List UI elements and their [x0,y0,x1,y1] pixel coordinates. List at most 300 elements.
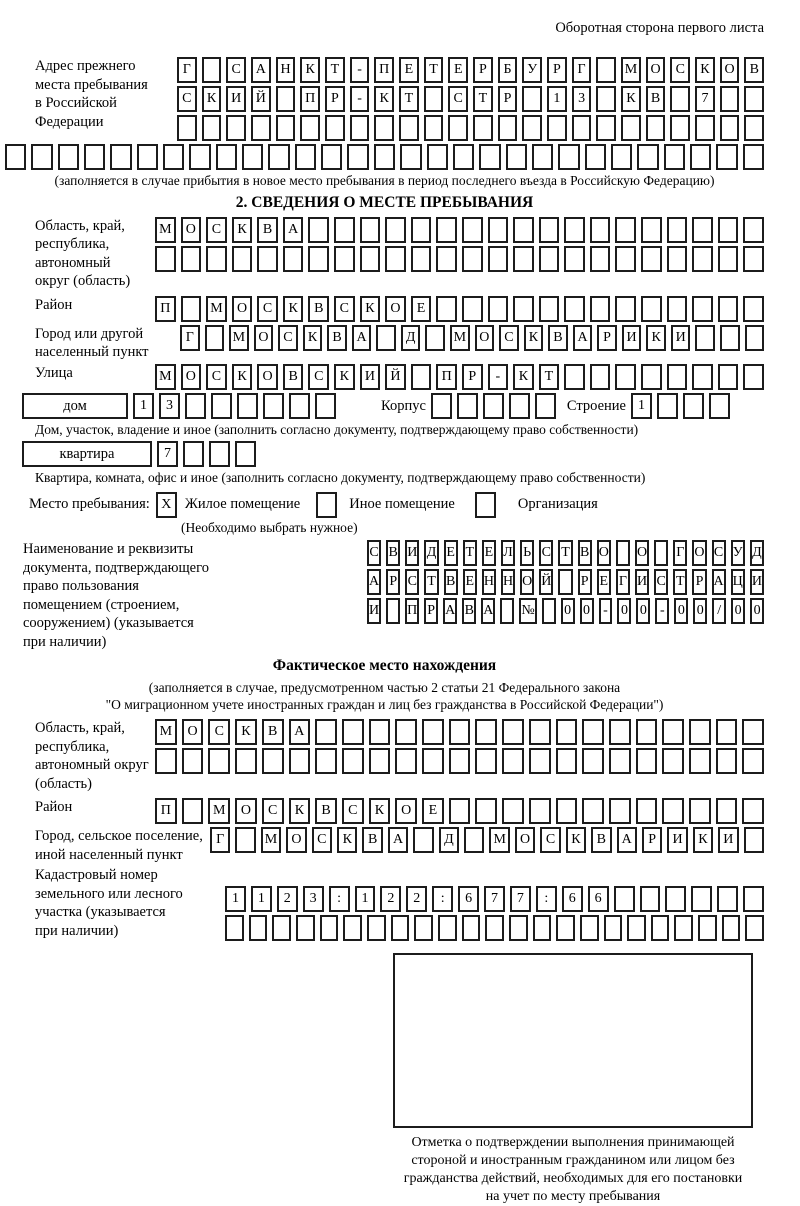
char-cell[interactable] [564,364,585,390]
char-cell[interactable]: Е [597,569,611,595]
char-cell[interactable]: А [388,827,408,853]
char-cell[interactable]: С [208,719,230,745]
char-cell[interactable] [343,915,362,941]
char-cell[interactable] [110,144,131,170]
char-cell[interactable]: К [303,325,323,351]
char-cell[interactable]: И [718,827,738,853]
char-cell[interactable]: - [599,598,613,624]
char-cell[interactable] [225,915,244,941]
char-cell[interactable]: 0 [636,598,650,624]
char-cell[interactable] [590,296,611,322]
char-cell[interactable]: К [693,827,713,853]
char-cell[interactable] [237,393,258,419]
char-cell[interactable]: М [208,798,230,824]
char-cell[interactable]: К [646,325,666,351]
char-cell[interactable] [743,246,764,272]
char-cell[interactable] [743,886,764,912]
char-cell[interactable] [667,296,688,322]
char-cell[interactable] [695,325,715,351]
char-cell[interactable] [744,827,764,853]
char-cell[interactable]: Е [463,569,477,595]
char-cell[interactable] [308,246,329,272]
char-cell[interactable]: С [367,540,381,566]
char-cell[interactable]: О [235,798,257,824]
char-cell[interactable] [399,115,419,141]
char-cell[interactable]: - [655,598,669,624]
char-cell[interactable] [453,144,474,170]
char-cell[interactable]: 1 [355,886,376,912]
char-cell[interactable]: П [155,296,176,322]
char-cell[interactable] [692,296,713,322]
char-cell[interactable]: Е [448,57,468,83]
char-cell[interactable] [637,144,658,170]
char-cell[interactable]: М [621,57,641,83]
char-cell[interactable] [242,144,263,170]
char-cell[interactable] [556,719,578,745]
char-cell[interactable] [695,115,715,141]
char-cell[interactable] [641,246,662,272]
char-cell[interactable] [251,115,271,141]
char-cell[interactable] [718,364,739,390]
char-cell[interactable] [615,364,636,390]
char-cell[interactable] [498,115,518,141]
char-cell[interactable] [556,748,578,774]
char-cell[interactable]: К [374,86,394,112]
char-cell[interactable]: А [367,569,381,595]
char-cell[interactable]: : [329,886,350,912]
char-cell[interactable] [483,393,504,419]
char-cell[interactable] [58,144,79,170]
char-cell[interactable]: - [350,57,370,83]
char-cell[interactable]: К [360,296,381,322]
char-cell[interactable]: 3 [159,393,180,419]
char-cell[interactable]: С [334,296,355,322]
char-cell[interactable] [627,915,646,941]
char-cell[interactable] [742,748,764,774]
char-cell[interactable]: Р [578,569,592,595]
char-cell[interactable] [529,748,551,774]
char-cell[interactable] [670,115,690,141]
char-cell[interactable] [636,748,658,774]
char-cell[interactable]: Т [539,364,560,390]
char-cell[interactable] [183,441,204,467]
char-cell[interactable] [464,827,484,853]
char-cell[interactable] [268,144,289,170]
char-cell[interactable]: / [712,598,726,624]
char-cell[interactable] [205,325,225,351]
char-cell[interactable]: К [232,364,253,390]
char-cell[interactable]: В [257,217,278,243]
char-cell[interactable] [462,246,483,272]
char-cell[interactable] [385,246,406,272]
char-cell[interactable] [308,217,329,243]
char-cell[interactable]: А [481,598,495,624]
char-cell[interactable] [185,393,206,419]
char-cell[interactable] [211,393,232,419]
char-cell[interactable] [276,115,296,141]
char-cell[interactable] [590,246,611,272]
char-cell[interactable]: 6 [458,886,479,912]
char-cell[interactable]: Е [422,798,444,824]
char-cell[interactable] [300,115,320,141]
char-cell[interactable]: 1 [547,86,567,112]
char-cell[interactable] [449,719,471,745]
char-cell[interactable]: В [283,364,304,390]
char-cell[interactable]: П [405,598,419,624]
char-cell[interactable] [513,296,534,322]
char-cell[interactable] [289,393,310,419]
char-cell[interactable]: 7 [510,886,531,912]
char-cell[interactable] [720,86,740,112]
char-cell[interactable] [400,144,421,170]
char-cell[interactable] [509,915,528,941]
char-cell[interactable]: О [475,325,495,351]
char-cell[interactable] [564,217,585,243]
char-cell[interactable]: К [235,719,257,745]
char-cell[interactable] [155,246,176,272]
char-cell[interactable] [367,915,386,941]
char-cell[interactable]: В [315,798,337,824]
char-cell[interactable] [615,296,636,322]
char-cell[interactable] [506,144,527,170]
char-cell[interactable] [272,915,291,941]
char-cell[interactable]: Й [251,86,271,112]
char-cell[interactable]: К [524,325,544,351]
char-cell[interactable] [744,115,764,141]
char-cell[interactable]: С [405,569,419,595]
char-cell[interactable] [411,364,432,390]
char-cell[interactable]: К [300,57,320,83]
char-cell[interactable]: 0 [731,598,745,624]
char-cell[interactable] [698,915,717,941]
char-cell[interactable] [369,748,391,774]
char-cell[interactable]: И [622,325,642,351]
char-cell[interactable] [360,246,381,272]
char-cell[interactable]: С [539,540,553,566]
char-cell[interactable] [462,217,483,243]
char-cell[interactable] [342,748,364,774]
char-cell[interactable] [609,798,631,824]
char-cell[interactable] [558,569,572,595]
char-cell[interactable]: Т [424,569,438,595]
char-cell[interactable]: О [257,364,278,390]
char-cell[interactable] [744,86,764,112]
char-cell[interactable]: - [488,364,509,390]
char-cell[interactable] [582,798,604,824]
char-cell[interactable] [181,246,202,272]
char-cell[interactable] [621,115,641,141]
char-cell[interactable]: В [362,827,382,853]
char-cell[interactable]: В [386,540,400,566]
char-cell[interactable] [479,144,500,170]
char-cell[interactable]: Е [411,296,432,322]
char-cell[interactable] [137,144,158,170]
char-cell[interactable] [636,798,658,824]
char-cell[interactable] [609,748,631,774]
char-cell[interactable]: 0 [580,598,594,624]
char-cell[interactable]: В [548,325,568,351]
char-cell[interactable]: О [692,540,706,566]
char-cell[interactable]: С [670,57,690,83]
char-cell[interactable]: О [720,57,740,83]
stay-type-checkbox-organization[interactable] [475,492,496,518]
char-cell[interactable]: Г [180,325,200,351]
char-cell[interactable]: С [540,827,560,853]
char-cell[interactable] [533,915,552,941]
char-cell[interactable] [350,115,370,141]
char-cell[interactable] [395,748,417,774]
char-cell[interactable] [315,719,337,745]
char-cell[interactable] [532,144,553,170]
char-cell[interactable] [202,115,222,141]
char-cell[interactable] [742,798,764,824]
char-cell[interactable] [321,144,342,170]
char-cell[interactable]: О [181,364,202,390]
char-cell[interactable] [585,144,606,170]
char-cell[interactable]: Р [597,325,617,351]
char-cell[interactable] [709,393,730,419]
char-cell[interactable] [664,144,685,170]
char-cell[interactable] [425,325,445,351]
char-cell[interactable]: С [206,217,227,243]
char-cell[interactable] [235,748,257,774]
char-cell[interactable]: 6 [588,886,609,912]
char-cell[interactable] [209,441,230,467]
char-cell[interactable] [376,325,396,351]
char-cell[interactable] [616,540,630,566]
char-cell[interactable]: В [591,827,611,853]
char-cell[interactable] [641,364,662,390]
char-cell[interactable] [289,748,311,774]
char-cell[interactable]: 7 [695,86,715,112]
char-cell[interactable] [500,598,514,624]
char-cell[interactable]: И [667,827,687,853]
char-cell[interactable]: Г [673,540,687,566]
char-cell[interactable] [163,144,184,170]
char-cell[interactable]: Е [444,540,458,566]
char-cell[interactable] [539,296,560,322]
char-cell[interactable] [722,915,741,941]
char-cell[interactable] [590,364,611,390]
char-cell[interactable] [690,144,711,170]
char-cell[interactable] [462,296,483,322]
char-cell[interactable]: У [731,540,745,566]
char-cell[interactable] [189,144,210,170]
char-cell[interactable] [742,719,764,745]
char-cell[interactable] [689,798,711,824]
char-cell[interactable]: В [578,540,592,566]
char-cell[interactable] [641,296,662,322]
char-cell[interactable]: Т [558,540,572,566]
char-cell[interactable] [475,748,497,774]
char-cell[interactable]: Р [462,364,483,390]
char-cell[interactable]: 0 [693,598,707,624]
char-cell[interactable] [542,598,556,624]
char-cell[interactable] [716,144,737,170]
char-cell[interactable]: В [646,86,666,112]
char-cell[interactable] [662,719,684,745]
char-cell[interactable] [488,296,509,322]
char-cell[interactable]: К [513,364,534,390]
char-cell[interactable] [692,246,713,272]
char-cell[interactable]: Д [401,325,421,351]
char-cell[interactable] [235,827,255,853]
char-cell[interactable] [564,296,585,322]
char-cell[interactable]: С [257,296,278,322]
char-cell[interactable]: Ь [520,540,534,566]
char-cell[interactable] [436,246,457,272]
char-cell[interactable]: 2 [380,886,401,912]
char-cell[interactable]: Т [463,540,477,566]
char-cell[interactable]: 7 [157,441,178,467]
char-cell[interactable] [385,217,406,243]
char-cell[interactable] [641,217,662,243]
char-cell[interactable] [422,719,444,745]
char-cell[interactable]: - [350,86,370,112]
char-cell[interactable] [692,217,713,243]
char-cell[interactable] [488,217,509,243]
char-cell[interactable]: К [337,827,357,853]
char-cell[interactable] [539,246,560,272]
char-cell[interactable]: С [654,569,668,595]
char-cell[interactable] [683,393,704,419]
char-cell[interactable]: Р [642,827,662,853]
char-cell[interactable]: А [617,827,637,853]
char-cell[interactable] [436,217,457,243]
char-cell[interactable] [667,217,688,243]
char-cell[interactable]: 0 [674,598,688,624]
char-cell[interactable]: В [462,598,476,624]
char-cell[interactable] [615,246,636,272]
char-cell[interactable]: М [155,364,176,390]
char-cell[interactable] [547,115,567,141]
char-cell[interactable] [181,296,202,322]
char-cell[interactable] [662,798,684,824]
char-cell[interactable] [564,246,585,272]
char-cell[interactable] [448,115,468,141]
stay-type-checkbox-residential[interactable]: X [156,492,177,518]
char-cell[interactable] [743,144,764,170]
char-cell[interactable] [718,296,739,322]
char-cell[interactable] [522,115,542,141]
char-cell[interactable] [424,115,444,141]
char-cell[interactable] [513,246,534,272]
char-cell[interactable] [529,719,551,745]
char-cell[interactable] [427,144,448,170]
char-cell[interactable] [596,86,616,112]
char-cell[interactable]: 7 [484,886,505,912]
char-cell[interactable] [360,217,381,243]
char-cell[interactable] [718,217,739,243]
char-cell[interactable] [295,144,316,170]
char-cell[interactable]: П [374,57,394,83]
char-cell[interactable] [609,719,631,745]
char-cell[interactable] [556,915,575,941]
char-cell[interactable]: 2 [277,886,298,912]
char-cell[interactable] [509,393,530,419]
char-cell[interactable] [320,915,339,941]
char-cell[interactable]: М [206,296,227,322]
char-cell[interactable]: М [229,325,249,351]
char-cell[interactable] [334,217,355,243]
char-cell[interactable] [513,217,534,243]
char-cell[interactable] [431,393,452,419]
char-cell[interactable]: О [181,217,202,243]
char-cell[interactable] [374,144,395,170]
char-cell[interactable]: С [308,364,329,390]
char-cell[interactable] [689,748,711,774]
char-cell[interactable] [502,748,524,774]
char-cell[interactable]: И [405,540,419,566]
char-cell[interactable]: Н [276,57,296,83]
char-cell[interactable] [662,748,684,774]
char-cell[interactable] [182,748,204,774]
char-cell[interactable]: А [251,57,271,83]
stamp-box[interactable] [393,953,753,1128]
char-cell[interactable]: К [202,86,222,112]
char-cell[interactable]: Ц [731,569,745,595]
char-cell[interactable] [572,115,592,141]
char-cell[interactable]: О [232,296,253,322]
char-cell[interactable] [457,393,478,419]
char-cell[interactable] [580,915,599,941]
char-cell[interactable]: М [155,719,177,745]
char-cell[interactable] [535,393,556,419]
char-cell[interactable]: С [262,798,284,824]
char-cell[interactable] [395,719,417,745]
char-cell[interactable] [414,915,433,941]
char-cell[interactable] [743,364,764,390]
char-cell[interactable]: И [635,569,649,595]
char-cell[interactable]: Е [399,57,419,83]
char-cell[interactable] [716,798,738,824]
char-cell[interactable]: К [695,57,715,83]
char-cell[interactable]: Г [210,827,230,853]
char-cell[interactable]: Р [498,86,518,112]
char-cell[interactable] [636,719,658,745]
char-cell[interactable] [674,915,693,941]
char-cell[interactable] [235,441,256,467]
char-cell[interactable] [182,798,204,824]
char-cell[interactable]: Т [399,86,419,112]
char-cell[interactable] [689,719,711,745]
stay-type-checkbox-other[interactable] [316,492,337,518]
char-cell[interactable]: О [646,57,666,83]
char-cell[interactable]: Й [539,569,553,595]
char-cell[interactable]: П [155,798,177,824]
char-cell[interactable]: : [432,886,453,912]
char-cell[interactable] [177,115,197,141]
char-cell[interactable] [692,364,713,390]
char-cell[interactable]: Т [325,57,345,83]
char-cell[interactable]: К [621,86,641,112]
char-cell[interactable]: С [312,827,332,853]
char-cell[interactable]: О [182,719,204,745]
char-cell[interactable] [449,798,471,824]
char-cell[interactable] [654,540,668,566]
char-cell[interactable] [283,246,304,272]
char-cell[interactable] [745,915,764,941]
char-cell[interactable]: 1 [225,886,246,912]
char-cell[interactable]: С [278,325,298,351]
char-cell[interactable]: О [520,569,534,595]
char-cell[interactable]: С [226,57,246,83]
char-cell[interactable]: М [155,217,176,243]
char-cell[interactable]: И [750,569,764,595]
char-cell[interactable]: 1 [631,393,652,419]
char-cell[interactable] [502,719,524,745]
char-cell[interactable]: Г [572,57,592,83]
